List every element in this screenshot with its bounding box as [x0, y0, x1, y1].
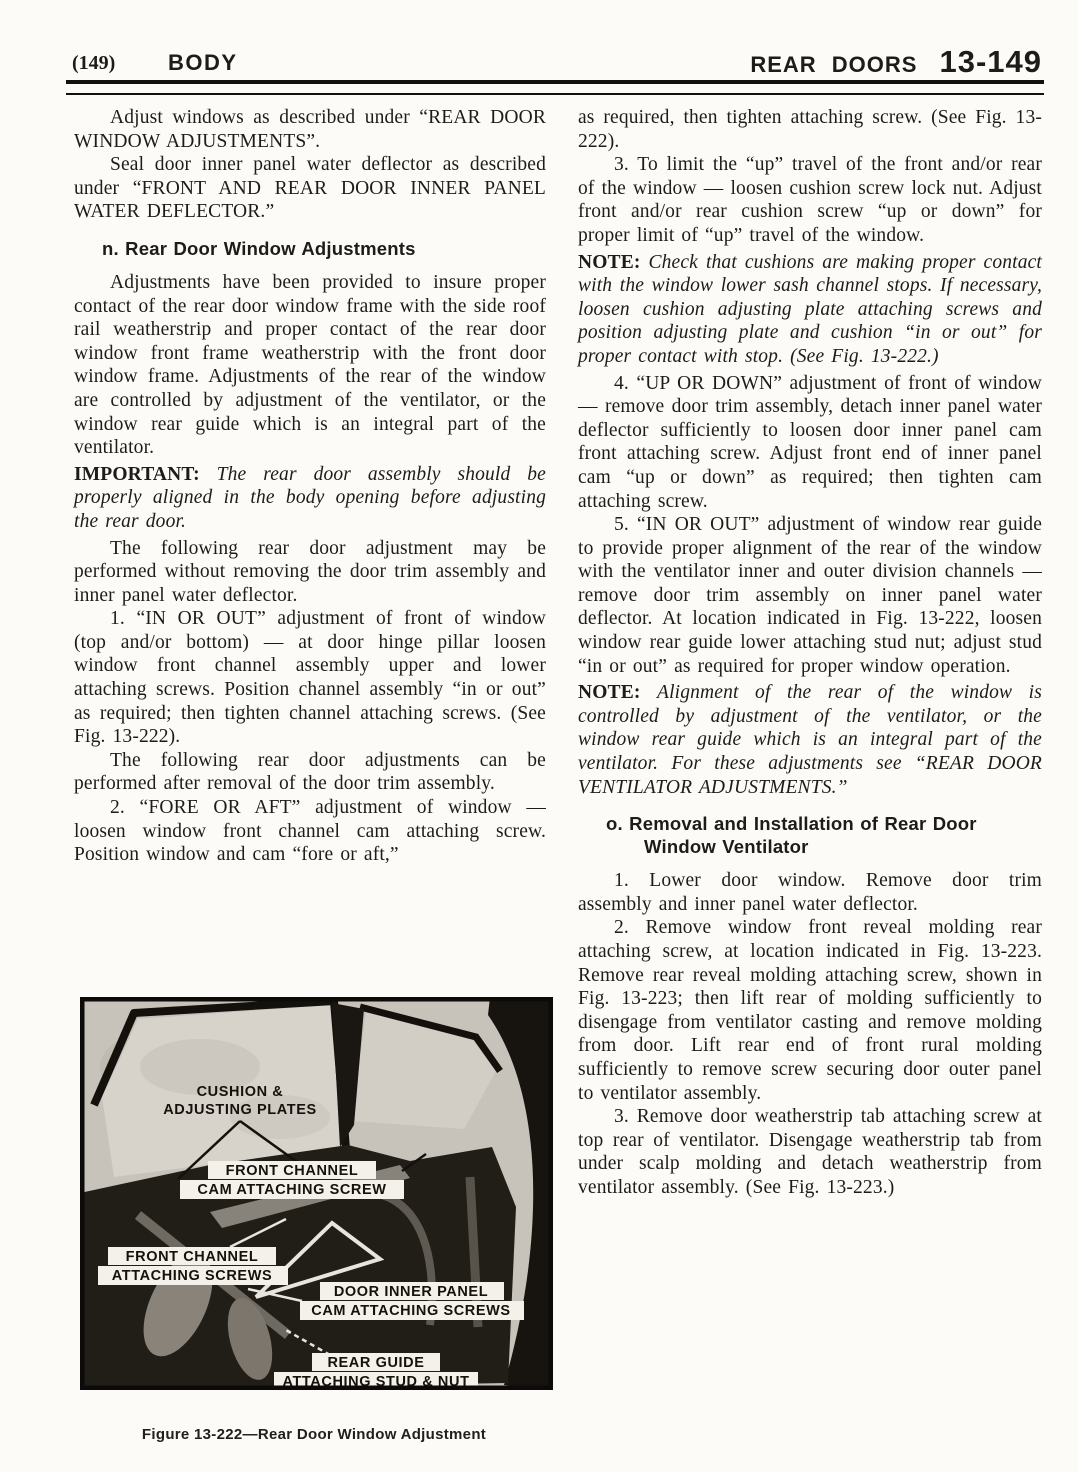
paragraph: 4. “UP OR DOWN” adjustment of front of window — remove door trim assembly, detach inner panel water deflector sufficiently to loosen door inner panel cam front attaching screw. Adjust front end of inner panel cam “up or down” as required; then tighten cam attaching screw. [578, 372, 1042, 512]
right-column [578, 106, 1042, 1200]
header-section-right: REAR DOORS [750, 52, 918, 77]
figure-callout-inner-panel-cam-screws [300, 1282, 524, 1320]
figure-label-line: REAR GUIDE [327, 1355, 425, 1371]
paragraph: Adjustments have been provided to insure proper contact of the rear door window frame with the side roof rail weatherstrip and proper contact of the rear door window front frame weatherstrip with the front door window frame. Adjustments of the rear of the window are controlled by adjustment of the ventilator, or the window rear guide which is an integral part of the ventilator. [74, 271, 546, 459]
figure-label-line: ATTACHING SCREWS [111, 1268, 273, 1284]
paragraph: 2. “FORE OR AFT” adjustment of window — loosen window front channel cam attaching screw. Position window and cam “fore or aft,” [74, 797, 546, 866]
figure-label-line: CAM ATTACHING SCREW [197, 1182, 387, 1198]
paragraph [74, 463, 546, 534]
figure-label-line: DOOR INNER PANEL [333, 1284, 489, 1300]
paragraph-text: The rear door assembly should be properly aligned in the body opening before adjusting the rear door. [74, 463, 546, 532]
figure-13-222 [80, 997, 553, 1390]
paragraph: 5. “IN OR OUT” adjustment of window rear guide to provide proper alignment of the rear of the window with the ventilator inner and outer division channels — remove door trim assembly on inner panel water deflector. At location indicated in Fig. 13-222, loosen window rear guide lower attaching stud nut; adjust stud “in or out” as required for proper window operation. [578, 514, 1042, 677]
header-page-count: (149) [72, 52, 116, 74]
paragraph: The following rear door adjustment may be performed without removing the door trim assembly and inner panel water deflector. [74, 537, 546, 606]
figure-label-line: CUSHION & [196, 1084, 284, 1100]
figure-label-line: FRONT CHANNEL [225, 1163, 359, 1179]
paragraph: 3. To limit the “up” travel of the front and/or rear of the window — loosen cushion screw lock nut. Adjust front and/or rear cushion screw “up or down” for proper limit of “up” travel of the window. [578, 154, 1042, 246]
figure-callout-front-channel-cam-screw [180, 1161, 404, 1199]
paragraph: 2. Remove window front reveal molding rear attaching screw, at location indicated in Fig. 13-223. Remove rear reveal molding attaching screw, shown in Fig. 13-223; then lift rear of molding sufficiently to disengage from ventilator casting and remove molding from door. Lift rear end of front rural molding sufficiently to remove screw securing door outer panel to ventilator assembly. [578, 917, 1042, 1104]
figure-label-line: ATTACHING STUD & NUT [282, 1374, 470, 1390]
paragraph-text: Alignment of the rear of the window is controlled by adjustment of the ventilator, or the window rear guide which is an integral part of the ventilator. For these adjustments see “REAR DOOR VENTILATOR ADJUSTMENTS.” [578, 682, 1042, 798]
header-page-number: 13-149 [939, 44, 1042, 79]
section-heading: o. Removal and Installation of Rear Door Window Ventilator [606, 813, 977, 858]
left-column [74, 106, 546, 867]
paragraph: 1. “IN OR OUT” adjustment of front of window (top and/or bottom) — at door hinge pillar loosen window front channel assembly upper and lower attaching screws. Position channel assembly “in or out” as required; then tighten channel attaching screws. (See Fig. 13-222). [74, 608, 546, 748]
paragraph [578, 251, 1042, 369]
header-rule [66, 80, 1044, 95]
figure-label-line: CAM ATTACHING SCREWS [311, 1303, 511, 1319]
paragraph-text: Check that cushions are making proper contact with the window lower sash channel stops. If necessary, loosen cushion adjusting plate attaching screws and position adjusting plate and cushion “in or out” for proper contact with stop. (See Fig. 13-222.) [578, 251, 1042, 367]
paragraph: Seal door inner panel water deflector as described under “FRONT AND REAR DOOR INNER PANEL WATER DEFLECTOR.” [74, 154, 546, 223]
door-photo-illustration [80, 997, 553, 1390]
header-right-group [750, 44, 1042, 80]
paragraph-lead: NOTE: [578, 251, 649, 273]
header-section-left: BODY [168, 50, 238, 75]
paragraph: Adjust windows as described under “REAR DOOR WINDOW ADJUSTMENTS”. [74, 107, 546, 152]
paragraph: as required, then tighten attaching screw. (See Fig. 13-222). [578, 107, 1042, 152]
paragraph: The following rear door adjustments can be performed after removal of the door trim assembly. [74, 749, 546, 795]
figure-callout-front-channel-attaching-screws [98, 1247, 288, 1285]
paragraph: 1. Lower door window. Remove door trim assembly and inner panel water deflector. [578, 870, 1042, 915]
figure-label-line: ADJUSTING PLATES [163, 1102, 317, 1118]
paragraph: 3. Remove door weatherstrip tab attaching screw at top rear of ventilator. Disengage weatherstrip tab from under scalp molding and detach weatherstrip from ventilator assembly. (See Fig. 13-223.) [578, 1106, 1042, 1198]
figure-caption: Figure 13-222—Rear Door Window Adjustment [141, 1426, 487, 1443]
paragraph-lead: IMPORTANT: [74, 463, 217, 485]
paragraph-lead: NOTE: [578, 682, 658, 704]
figure-label-line: FRONT CHANNEL [125, 1249, 259, 1265]
paragraph [578, 681, 1042, 799]
section-heading: n. Rear Door Window Adjustments [102, 237, 416, 259]
